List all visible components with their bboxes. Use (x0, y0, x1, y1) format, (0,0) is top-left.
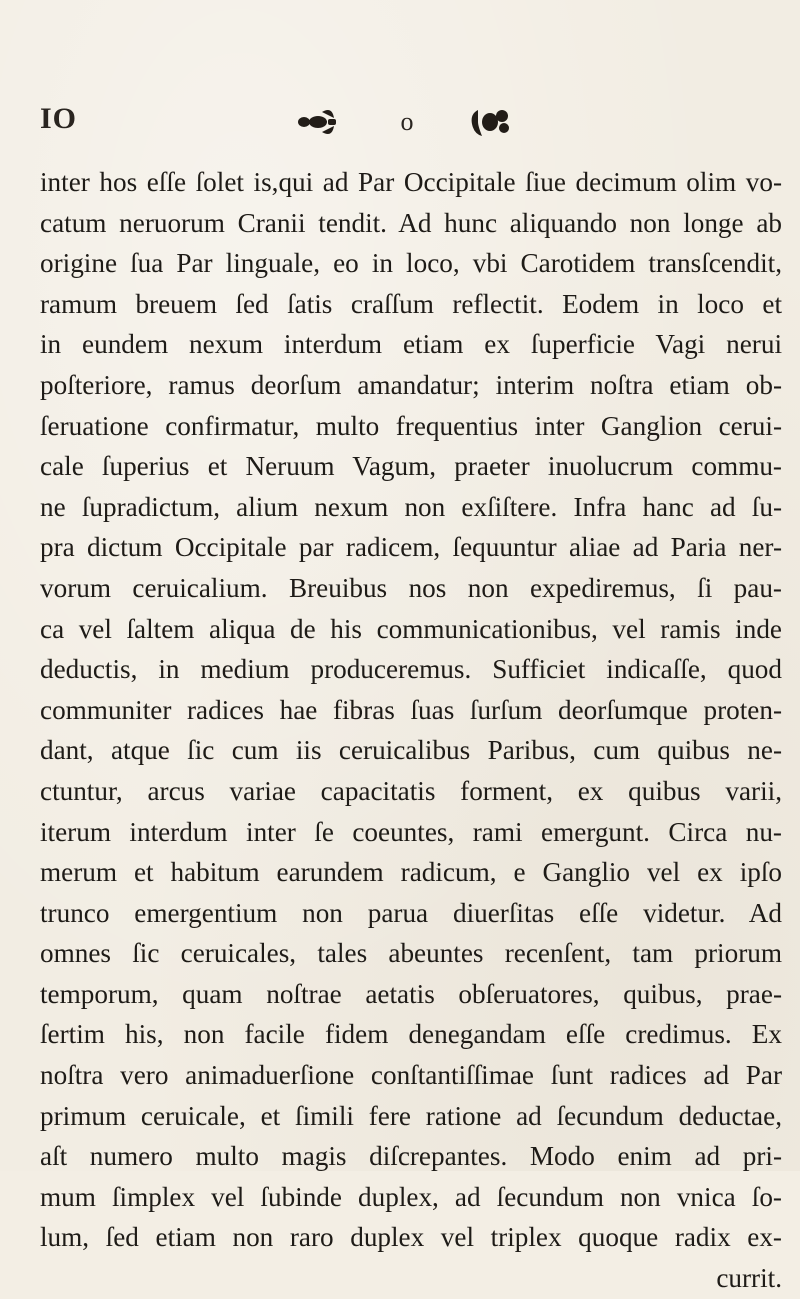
text-line: cale ſuperius et Neruum Vagum, praeter inuolucrum commu- (40, 451, 782, 482)
page-number: IO (40, 102, 78, 135)
text-line: deductis, in medium produceremus. Sufficiet indicaſſe, quod (40, 654, 782, 685)
header-ornament (292, 102, 522, 142)
text-line: iterum interdum inter ſe coeuntes, rami emergunt. Circa nu- (40, 816, 782, 847)
text-line: temporum, quam noſtrae aetatis obſeruatores, quibus, prae- (40, 978, 782, 1009)
text-line: ne ſupradictum, alium nexum non exſiſtere. Infra hanc ad ſu- (40, 491, 782, 522)
text-line: poſteriore, ramus deorſum amandatur; interim noſtra etiam ob- (40, 369, 782, 400)
fleuron-left-icon (298, 110, 336, 134)
text-line: primum ceruicale, et ſimili fere ratione ad ſecundum deductae, (40, 1100, 782, 1131)
body-paragraph (40, 162, 782, 1299)
text-line: currit. (716, 1263, 782, 1294)
text-line: dant, atque ſic cum iis ceruicalibus Paribus, cum quibus ne- (40, 735, 782, 766)
text-line: vorum ceruicalium. Breuibus nos non expediremus, ſi pau- (40, 572, 782, 603)
text-line: communiter radices hae fibras ſuas ſurſum deorſumque proten- (40, 694, 782, 725)
text-line: mum ſimplex vel ſubinde duplex, ad ſecundum non vnica ſo- (40, 1181, 782, 1212)
text-line: origine ſua Par linguale, eo in loco, vbi Carotidem transſcendit, (40, 248, 782, 279)
text-line: merum et habitum earundem radicum, e Ganglio vel ex ipſo (40, 857, 782, 888)
text-line: ramum breuem ſed ſatis craſſum reflectit. Eodem in loco et (40, 288, 782, 319)
text-line: inter hos eſſe ſolet is,qui ad Par Occipitale ſiue decimum olim vo- (40, 167, 782, 197)
text-line: aſt numero multo magis diſcrepantes. Modo enim ad pri- (40, 1141, 782, 1172)
text-line: ſertim his, non facile fidem denegandam eſſe credimus. Ex (40, 1019, 782, 1050)
text-line: noſtra vero animaduerſione conſtantiſſimae ſunt radices ad Par (40, 1060, 782, 1091)
ornament-center-letter: o (400, 107, 414, 136)
text-line: lum, ſed etiam non raro duplex vel triplex quoque radix ex- (40, 1222, 782, 1253)
fleuron-right-icon (472, 110, 509, 136)
text-line: omnes ſic ceruicales, tales abeuntes recenſent, tam priorum (40, 938, 782, 969)
text-line: ca vel ſaltem aliqua de his communicationibus, vel ramis inde (40, 613, 782, 644)
text-line: pra dictum Occipitale par radicem, ſequuntur aliae ad Paria ner- (40, 532, 782, 563)
text-line: ctuntur, arcus variae capacitatis forment, ex quibus varii, (40, 775, 782, 806)
page-header (40, 96, 780, 146)
text-line: trunco emergentium non parua diuerſitas eſſe videtur. Ad (40, 897, 782, 928)
text-line: catum neruorum Cranii tendit. Ad hunc aliquando non longe ab (40, 207, 782, 238)
text-line: in eundem nexum interdum etiam ex ſuperficie Vagi nerui (40, 329, 782, 360)
text-line: ſeruatione confirmatur, multo frequentius inter Ganglion cerui- (40, 410, 782, 441)
